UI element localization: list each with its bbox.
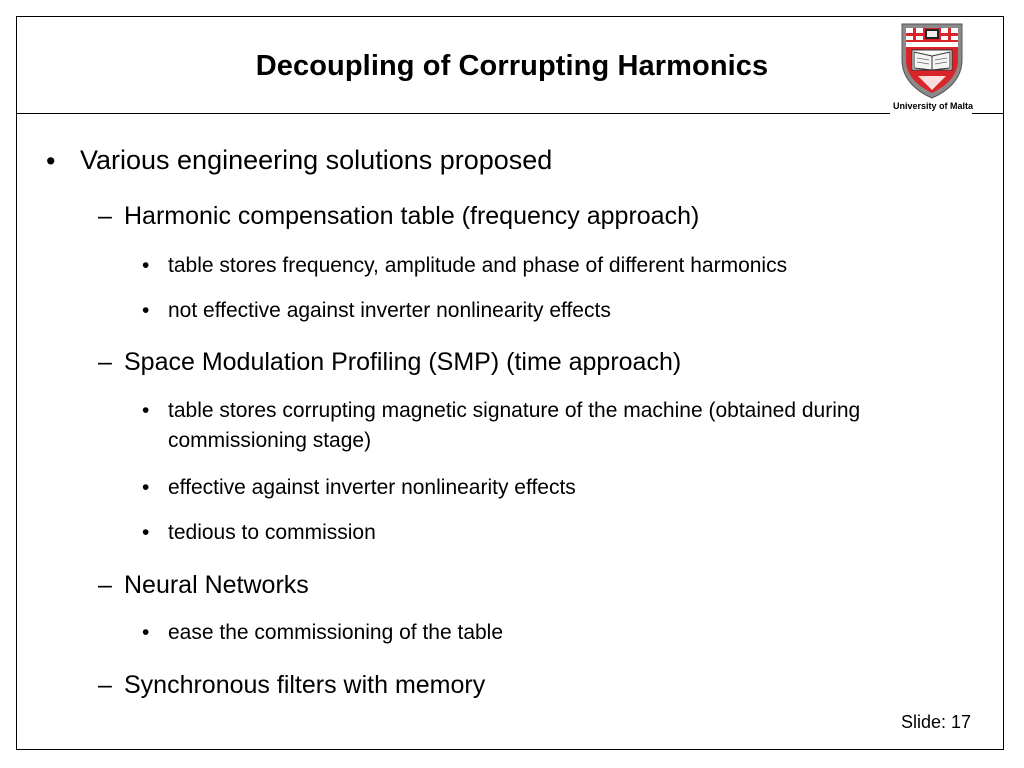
slide-frame [16, 16, 1004, 750]
header-divider-right [972, 113, 1004, 114]
dash-marker: – [98, 571, 112, 599]
bullet-level3: tedious to commission [168, 521, 376, 544]
bullet-marker: • [142, 476, 150, 499]
bullet-marker: • [142, 399, 150, 422]
bullet-marker: • [142, 521, 150, 544]
bullet-level3: effective against inverter nonlinearity effects [168, 476, 576, 499]
logo-caption: University of Malta [892, 101, 974, 111]
bullet-level2: Synchronous filters with memory [124, 671, 486, 699]
bullet-marker: • [142, 621, 150, 644]
university-crest-icon [898, 20, 966, 100]
bullet-marker: • [142, 254, 150, 277]
slide-number: Slide: 17 [900, 712, 971, 732]
bullet-marker: • [142, 299, 150, 322]
bullet-level3: not effective against inverter nonlinearity effects [168, 299, 611, 322]
dash-marker: – [98, 671, 112, 699]
bullet-level1: Various engineering solutions proposed [80, 145, 553, 175]
bullet-level2: Neural Networks [124, 571, 309, 599]
bullet-level2: Space Modulation Profiling (SMP) (time approach) [124, 348, 682, 376]
header-divider-left [16, 113, 890, 114]
bullet-level3: table stores corrupting magnetic signature of the machine (obtained during commissioning stage) [168, 399, 861, 452]
dash-marker: – [98, 348, 112, 376]
bullet-level3: table stores frequency, amplitude and phase of different harmonics [168, 254, 788, 277]
bullet-level2: Harmonic compensation table (frequency approach) [124, 202, 700, 230]
bullet-marker: • [46, 146, 56, 176]
dash-marker: – [98, 202, 112, 230]
slide-title: Decoupling of Corrupting Harmonics [255, 50, 769, 82]
bullet-level3: ease the commissioning of the table [168, 621, 504, 644]
